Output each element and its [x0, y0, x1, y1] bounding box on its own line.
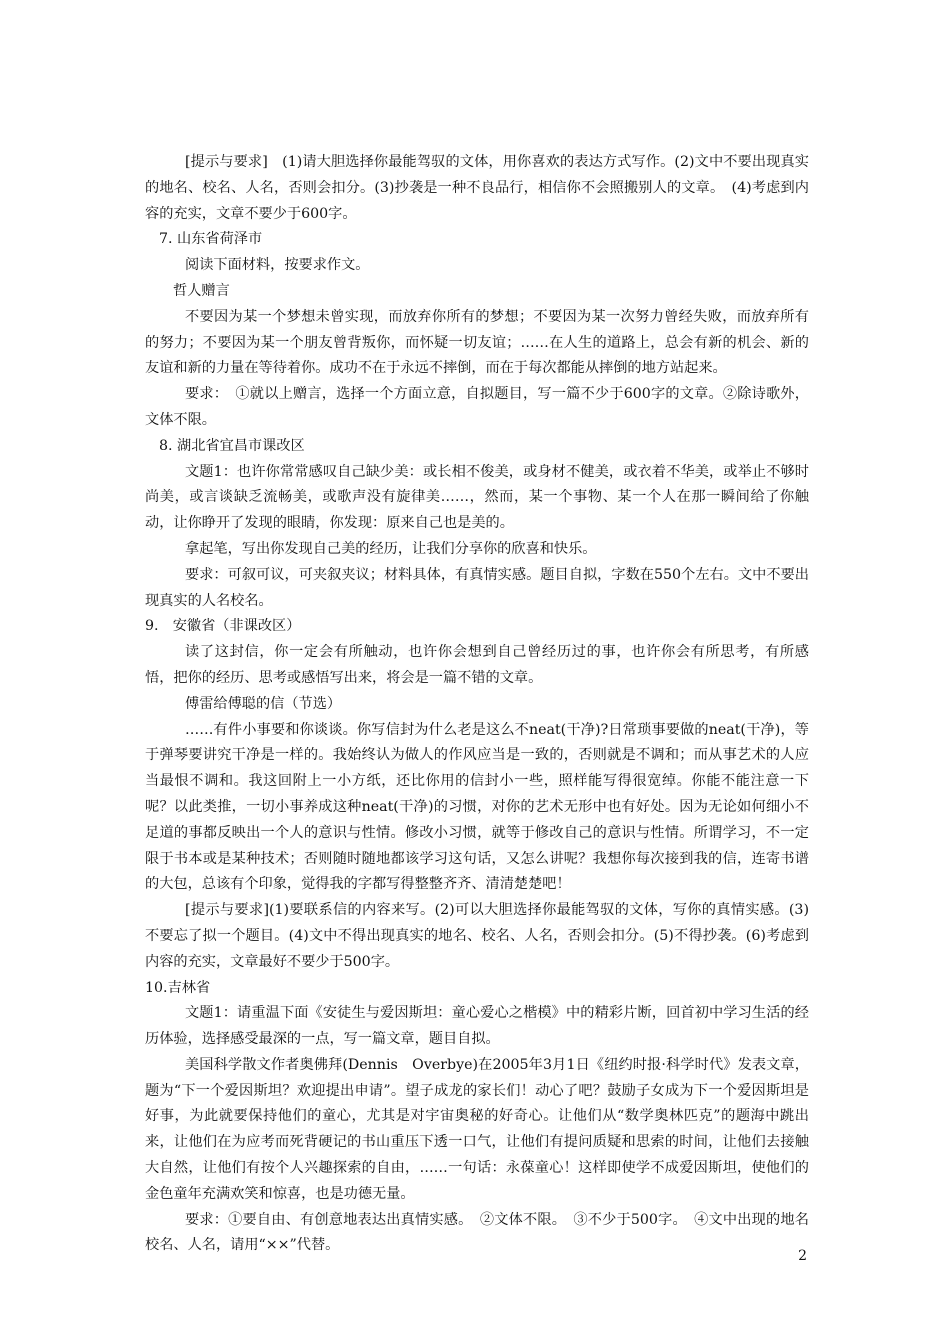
paragraph: [提示与要求] (1)请大胆选择你最能驾驭的文体，用你喜欢的表达方式写作。(2)文中不要出现真实的地名、校名、人名，否则会扣分。(3)抄袭是一种不良品行，相信你不会照搬别人的文章。 (4)考虑到内容的充实，文章不要少于600字。: [145, 154, 809, 222]
paragraph: 傅雷给傅聪的信（节选）: [185, 695, 342, 712]
paragraph: 阅读下面材料，按要求作文。: [185, 257, 370, 274]
paragraph: 要求：①要自由、有创意地表达出真情实感。 ②文体不限。 ③不少于500字。 ④文中出现的地名校名、人名，请用“××”代替。: [145, 1211, 809, 1254]
paragraph: 要求：可叙可议，可夹叙夹议；材料具体，有真情实感。题目自拟，字数在550个左右。文中不要出现真实的人名校名。: [145, 566, 809, 609]
paragraph: 要求： ①就以上赠言，选择一个方面立意，自拟题目，写一篇不少于600字的文章。②除诗歌外，文体不限。: [145, 386, 809, 428]
section-heading: 8. 湖北省宜昌市课改区: [159, 437, 305, 454]
paragraph: 拿起笔，写出你发现自己美的经历，让我们分享你的欣喜和快乐。: [185, 540, 597, 557]
paragraph: 文题1：请重温下面《安徒生与爱因斯坦：童心爱心之楷模》中的精彩片断，回首初中学习生活的经历体验，选择感受最深的一点，写一篇文章，题目自拟。: [145, 1005, 809, 1048]
section-heading: 9. 安徽省（非课改区）: [145, 618, 301, 635]
paragraph: ……有件小事要和你谈谈。你写信封为什么老是这么不neat(干净)?日常琐事要做的neat(干净)，等于弹琴要讲究干净是一样的。我始终认为做人的作风应当是一致的，否则就是不调和；而从事艺术的人应当最恨不调和。我这回附上一小方纸，还比你用的信封小一些，照样能写得很宽绰。你能不能注意一下呢？以此类推，一切小事养成这种neat(干净)的习惯，对你的艺术无形中也有好处。因为无论如何细小不足道的事都反映出一个人的意识与性情。修改小习惯，就等于修改自己的意识与性情。所谓学习，不一定限于书本或是某种技术；否则随时随地都该学习这句话，又怎么讲呢？我想你每次接到我的信，连寄书谱的大包，总该有个印象，觉得我的字都写得整整齐齐、清清楚楚吧！: [145, 721, 809, 893]
paragraph: 读了这封信，你一定会有所触动，也许你会想到自己曾经历过的事，也许你会有所思考，有所感悟，把你的经历、思考或感悟写出来，将会是一篇不错的文章。: [145, 644, 809, 686]
page-number: 2: [798, 1248, 807, 1264]
paragraph: 不要因为某一个梦想未曾实现，而放弃你所有的梦想；不要因为某一次努力曾经失败，而放弃所有的努力；不要因为某一个朋友曾背叛你，而怀疑一切友谊；……在人生的道路上，总会有新的机会、新的友谊和新的力量在等待着你。成功不在于永远不摔倒，而在于每次都能从摔倒的地方站起来。: [145, 308, 809, 377]
section-heading: 7. 山东省荷泽市: [159, 231, 263, 248]
document-body: [145, 150, 809, 1259]
section-heading: 10.吉林省: [145, 979, 211, 996]
paragraph: 文题1：也许你常常感叹自己缺少美：或长相不俊美，或身材不健美，或衣着不华美，或举止不够时尚美，或言谈缺乏流畅美，或歌声没有旋律美……，然而，某一个事物、某一个人在那一瞬间给了你触动，让你睁开了发现的眼睛，你发现：原来自己也是美的。: [145, 463, 809, 532]
paragraph: 哲人赠言: [173, 282, 230, 299]
paragraph: [提示与要求](1)要联系信的内容来写。(2)可以大胆选择你最能驾驭的文体，写你的真情实感。(3)不要忘了拟一个题目。(4)文中不得出现真实的地名、校名、人名，否则会扣分。(5)不得抄袭。(6)考虑到内容的充实，文章最好不要少于500字。: [145, 902, 809, 970]
paragraph: 美国科学散文作者奥佛拜(Dennis Overbye)在2005年3月1日《纽约时报·科学时代》发表文章，题为“下一个爱因斯坦？欢迎提出申请”。望子成龙的家长们！动心了吧？鼓励子女成为下一个爱因斯坦是好事，为此就要保持他们的童心，尤其是对宇宙奥秘的好奇心。让他们从“数学奥林匹克”的题海中跳出来，让他们在为应考而死背硬记的书山重压下透一口气，让他们有提问质疑和思索的时间，让他们去接触大自然，让他们有按个人兴趣探索的自由，……一句话：永葆童心！这样即使学不成爱因斯坦，使他们的金色童年充满欢笑和惊喜，也是功德无量。: [145, 1056, 809, 1202]
